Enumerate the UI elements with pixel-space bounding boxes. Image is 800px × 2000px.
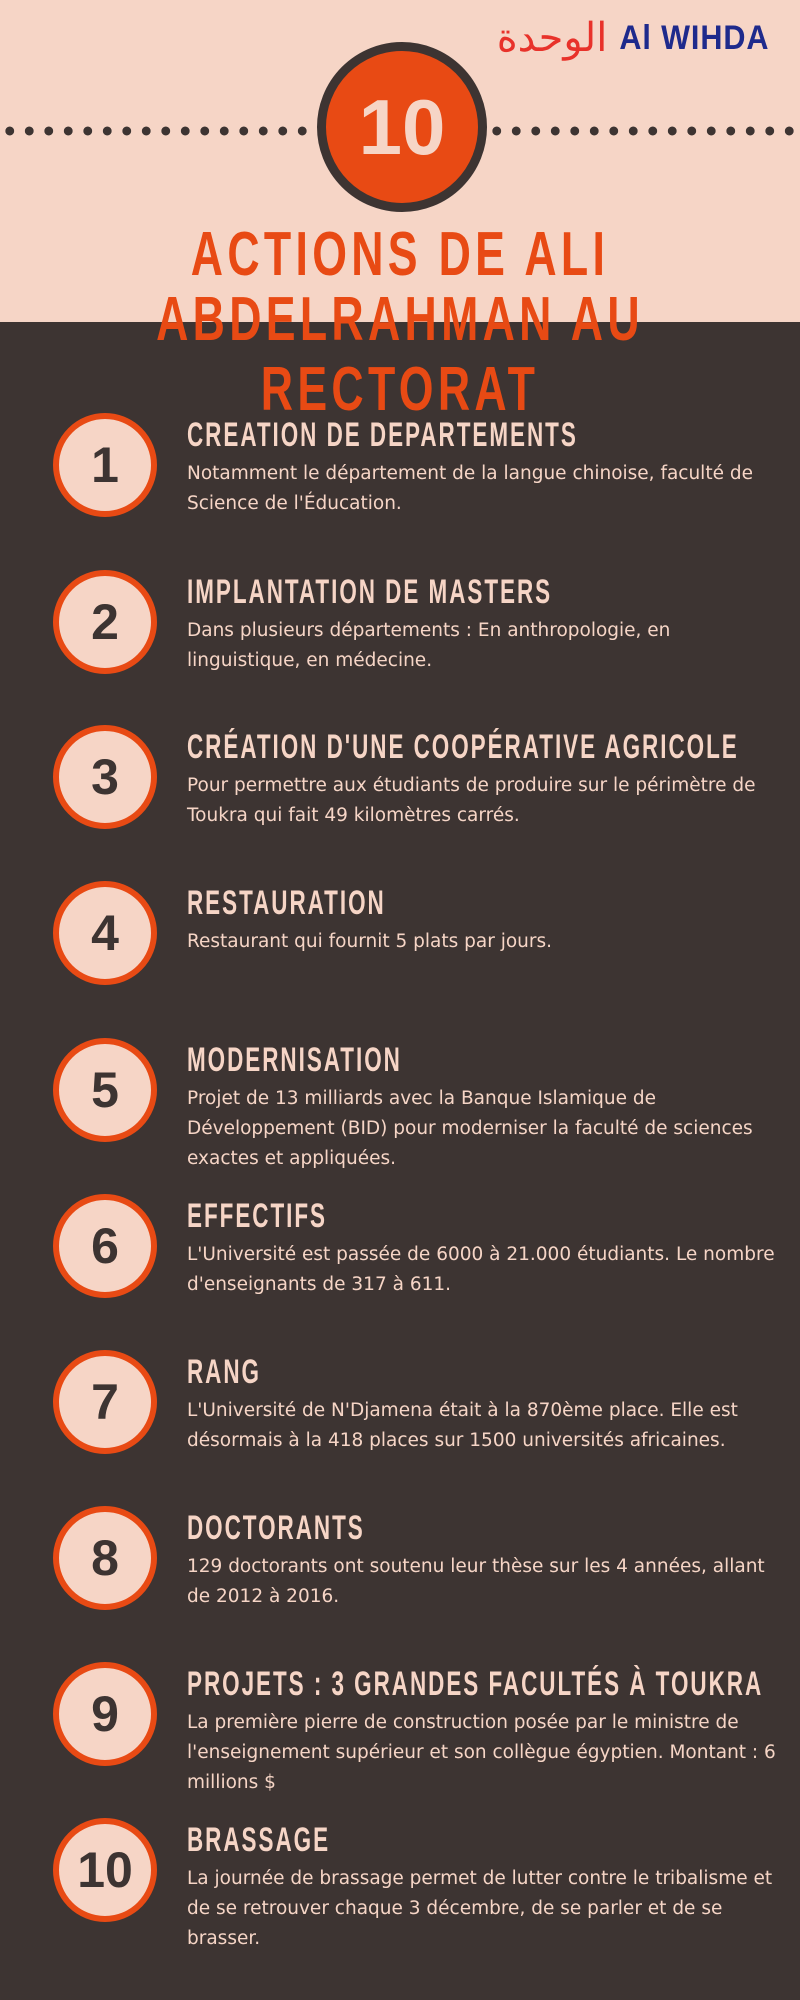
item-description: Projet de 13 milliards avec la Banque Islamique de Développement (BID) pour moderniser la faculté de sciences exactes et appliquées. bbox=[187, 1088, 753, 1169]
count-badge: 10 bbox=[317, 42, 487, 212]
dotted-divider-right bbox=[487, 126, 800, 136]
item-description: Dans plusieurs départements : En anthropologie, en linguistique, en médecine. bbox=[187, 620, 671, 671]
item-number-circle: 5 bbox=[53, 1038, 157, 1142]
page-title-line2: ABDELRAHMAN AU RECTORAT bbox=[156, 285, 644, 424]
item-title: RESTAURATION bbox=[187, 884, 386, 922]
item-title: PROJETS : 3 GRANDES FACULTÉS À TOUKRA bbox=[187, 1665, 764, 1703]
logo-arabic: الوحدة bbox=[496, 15, 608, 61]
item-number-circle: 4 bbox=[53, 881, 157, 985]
item-number-circle: 3 bbox=[53, 725, 157, 829]
item-number-circle: 9 bbox=[53, 1662, 157, 1766]
item-number-circle: 1 bbox=[53, 413, 157, 517]
item-number-circle: 8 bbox=[53, 1506, 157, 1610]
item-description: Restaurant qui fournit 5 plats par jours. bbox=[187, 931, 553, 952]
item-description: La journée de brassage permet de lutter contre le tribalisme et de se retrouver chaque 3 décembre, de se parler et de se brasser. bbox=[187, 1868, 773, 1949]
item-description: Pour permettre aux étudiants de produire sur le périmètre de Toukra qui fait 49 kilomètres carrés. bbox=[187, 775, 756, 826]
item-description: L'Université de N'Djamena était à la 870ème place. Elle est désormais à la 418 places sur 1500 universités africaines. bbox=[187, 1400, 738, 1451]
dotted-divider-left bbox=[0, 126, 315, 136]
item-title: BRASSAGE bbox=[187, 1821, 331, 1859]
item-description: 129 doctorants ont soutenu leur thèse sur les 4 années, allant de 2012 à 2016. bbox=[187, 1556, 765, 1607]
item-title: RANG bbox=[187, 1353, 261, 1391]
item-title: CRÉATION D'UNE COOPÉRATIVE AGRICOLE bbox=[187, 728, 739, 766]
logo bbox=[496, 15, 778, 61]
item-title: IMPLANTATION DE MASTERS bbox=[187, 573, 553, 611]
item-number-circle: 6 bbox=[53, 1194, 157, 1298]
item-number-circle: 2 bbox=[53, 570, 157, 674]
item-number-circle: 7 bbox=[53, 1350, 157, 1454]
item-description: La première pierre de construction posée par le ministre de l'enseignement supérieur et son collègue égyptien. Montant : 6 millions $ bbox=[187, 1712, 776, 1793]
item-description: Notamment le département de la langue chinoise, faculté de Science de l'Éducation. bbox=[187, 463, 753, 514]
item-title: MODERNISATION bbox=[187, 1041, 402, 1079]
item-description: L'Université est passée de 6000 à 21.000 étudiants. Le nombre d'enseignants de 317 à 611. bbox=[187, 1244, 775, 1295]
item-title: EFFECTIFS bbox=[187, 1197, 327, 1235]
item-title: DOCTORANTS bbox=[187, 1509, 365, 1547]
header bbox=[0, 0, 800, 424]
page-title-line1: ACTIONS DE ALI bbox=[190, 220, 610, 289]
item-number-circle: 10 bbox=[53, 1818, 157, 1922]
logo-latin: Al WIHDA bbox=[619, 18, 770, 57]
item-title: CREATION DE DEPARTEMENTS bbox=[187, 416, 578, 454]
